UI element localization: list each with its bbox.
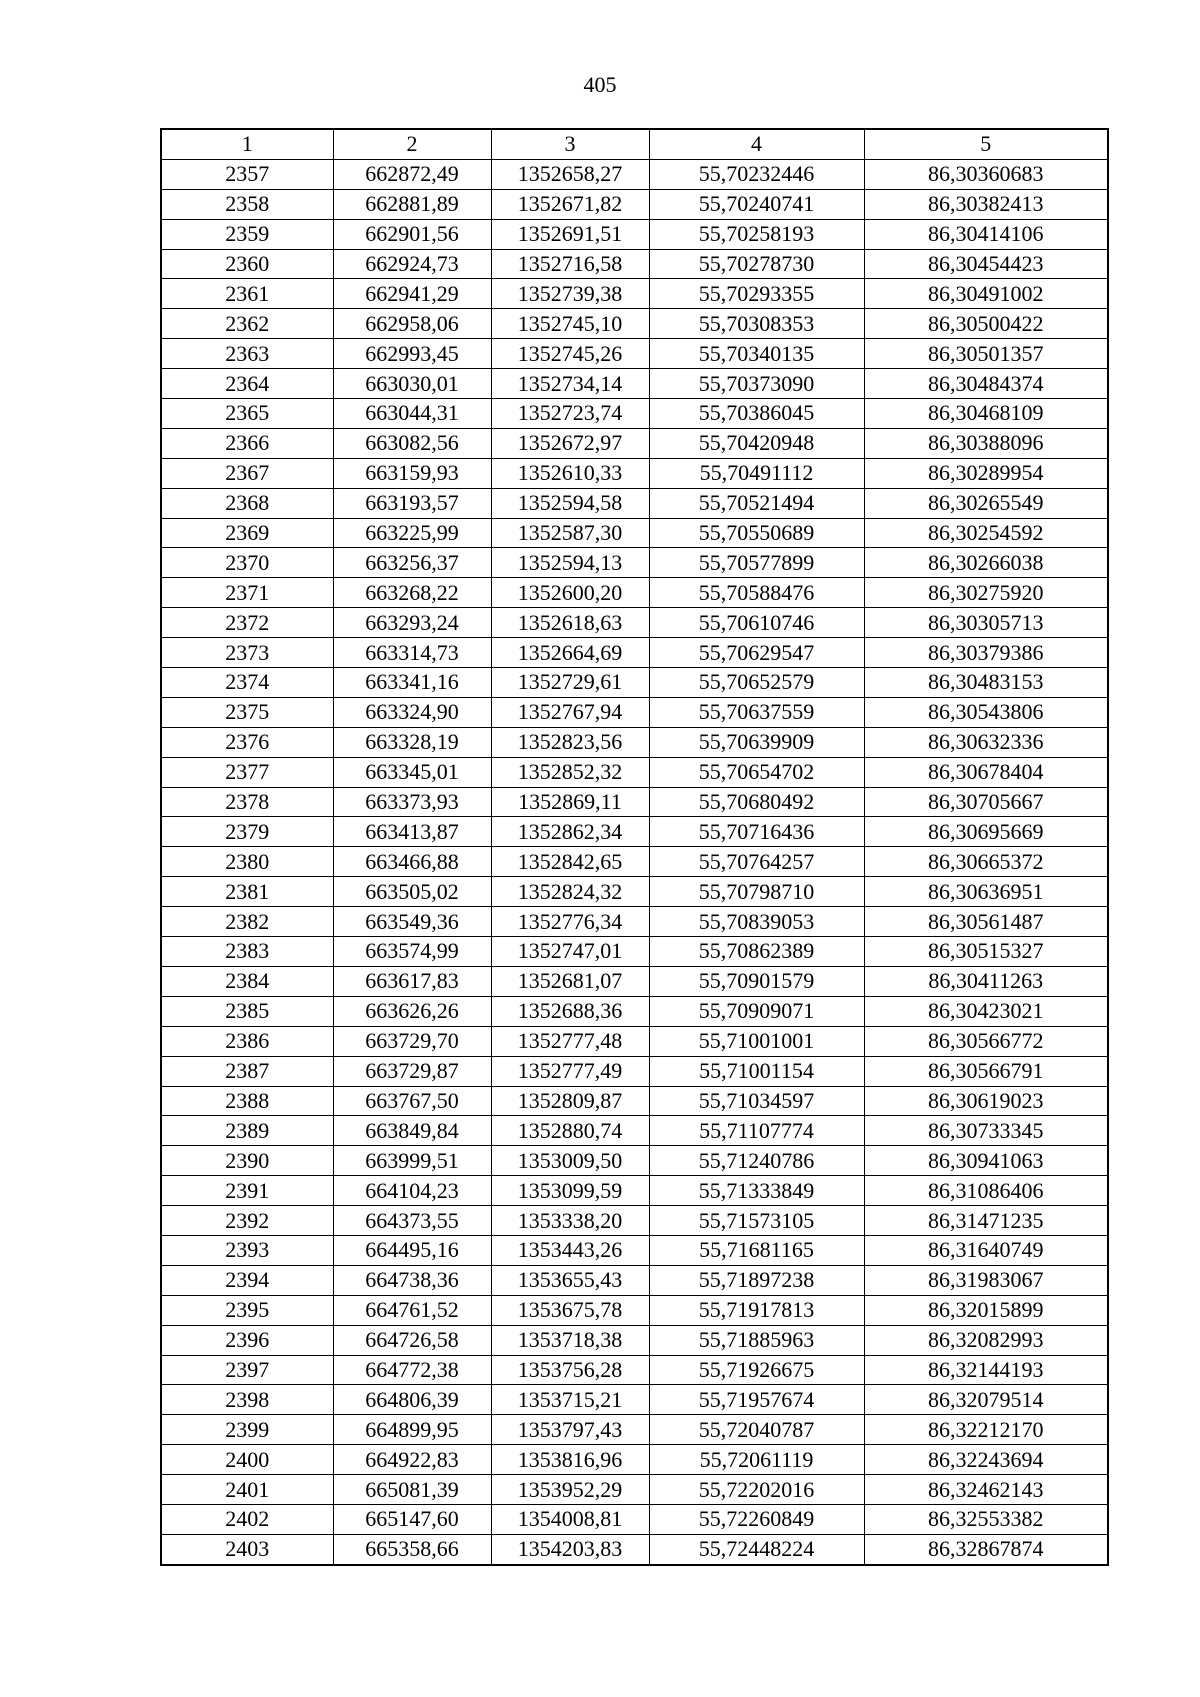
header-row	[161, 129, 1108, 159]
table-row	[161, 1385, 1108, 1415]
cell-coordinate-x: 662924,73	[333, 249, 491, 279]
cell-latitude: 55,72202016	[649, 1475, 864, 1505]
table-body	[161, 159, 1108, 1564]
cell-longitude: 86,31471235	[864, 1206, 1108, 1236]
table-row	[161, 937, 1108, 967]
table-row	[161, 518, 1108, 548]
cell-point-number: 2379	[161, 817, 333, 847]
cell-longitude: 86,30733345	[864, 1116, 1108, 1146]
cell-longitude: 86,30501357	[864, 339, 1108, 369]
cell-coordinate-x: 663413,87	[333, 817, 491, 847]
cell-coordinate-y: 1352777,49	[491, 1056, 649, 1086]
cell-latitude: 55,72260849	[649, 1504, 864, 1534]
cell-coordinate-y: 1352745,26	[491, 339, 649, 369]
table-row	[161, 279, 1108, 309]
cell-longitude: 86,30500422	[864, 309, 1108, 339]
cell-point-number: 2403	[161, 1534, 333, 1564]
table-row	[161, 668, 1108, 698]
cell-coordinate-x: 663324,90	[333, 697, 491, 727]
table-row	[161, 1116, 1108, 1146]
cell-point-number: 2372	[161, 608, 333, 638]
cell-coordinate-y: 1352823,56	[491, 727, 649, 757]
cell-coordinate-y: 1352716,58	[491, 249, 649, 279]
table-row	[161, 369, 1108, 399]
cell-coordinate-y: 1354008,81	[491, 1504, 649, 1534]
table-row	[161, 1325, 1108, 1355]
cell-longitude: 86,30275920	[864, 578, 1108, 608]
cell-point-number: 2376	[161, 727, 333, 757]
coordinates-table	[160, 128, 1109, 1566]
cell-latitude: 55,70373090	[649, 369, 864, 399]
cell-point-number: 2383	[161, 937, 333, 967]
cell-point-number: 2375	[161, 697, 333, 727]
cell-latitude: 55,70909071	[649, 996, 864, 1026]
table-row	[161, 1176, 1108, 1206]
cell-point-number: 2399	[161, 1415, 333, 1445]
cell-coordinate-x: 663729,87	[333, 1056, 491, 1086]
cell-point-number: 2395	[161, 1295, 333, 1325]
cell-point-number: 2393	[161, 1235, 333, 1265]
cell-longitude: 86,30388096	[864, 428, 1108, 458]
table-row	[161, 817, 1108, 847]
cell-coordinate-x: 662872,49	[333, 159, 491, 189]
cell-coordinate-x: 662941,29	[333, 279, 491, 309]
cell-latitude: 55,70637559	[649, 697, 864, 727]
cell-coordinate-x: 662993,45	[333, 339, 491, 369]
cell-point-number: 2359	[161, 219, 333, 249]
cell-point-number: 2380	[161, 847, 333, 877]
cell-latitude: 55,72040787	[649, 1415, 864, 1445]
cell-latitude: 55,70420948	[649, 428, 864, 458]
cell-coordinate-y: 1352587,30	[491, 518, 649, 548]
cell-longitude: 86,32243694	[864, 1445, 1108, 1475]
cell-latitude: 55,70716436	[649, 817, 864, 847]
cell-coordinate-x: 664806,39	[333, 1385, 491, 1415]
cell-latitude: 55,71001154	[649, 1056, 864, 1086]
cell-longitude: 86,31086406	[864, 1176, 1108, 1206]
cell-coordinate-y: 1352618,63	[491, 608, 649, 638]
table-row	[161, 1534, 1108, 1564]
cell-latitude: 55,70798710	[649, 877, 864, 907]
cell-latitude: 55,71240786	[649, 1146, 864, 1176]
cell-point-number: 2370	[161, 548, 333, 578]
cell-coordinate-x: 663082,56	[333, 428, 491, 458]
cell-latitude: 55,72061119	[649, 1445, 864, 1475]
cell-longitude: 86,30561487	[864, 907, 1108, 937]
cell-longitude: 86,30379386	[864, 638, 1108, 668]
cell-coordinate-y: 1353715,21	[491, 1385, 649, 1415]
cell-longitude: 86,32144193	[864, 1355, 1108, 1385]
cell-latitude: 55,70639909	[649, 727, 864, 757]
cell-latitude: 55,70308353	[649, 309, 864, 339]
cell-coordinate-x: 663341,16	[333, 668, 491, 698]
cell-latitude: 55,70901579	[649, 966, 864, 996]
cell-coordinate-x: 662958,06	[333, 309, 491, 339]
table-row	[161, 638, 1108, 668]
table-row	[161, 1504, 1108, 1534]
cell-latitude: 55,70764257	[649, 847, 864, 877]
cell-coordinate-y: 1352824,32	[491, 877, 649, 907]
table-row	[161, 428, 1108, 458]
cell-latitude: 55,70293355	[649, 279, 864, 309]
cell-coordinate-y: 1353338,20	[491, 1206, 649, 1236]
cell-point-number: 2368	[161, 488, 333, 518]
cell-coordinate-x: 664761,52	[333, 1295, 491, 1325]
cell-latitude: 55,71034597	[649, 1086, 864, 1116]
cell-coordinate-y: 1352767,94	[491, 697, 649, 727]
cell-point-number: 2392	[161, 1206, 333, 1236]
cell-latitude: 55,70258193	[649, 219, 864, 249]
table-row	[161, 1146, 1108, 1176]
cell-coordinate-y: 1353655,43	[491, 1265, 649, 1295]
cell-coordinate-y: 1352739,38	[491, 279, 649, 309]
cell-longitude: 86,30515327	[864, 937, 1108, 967]
cell-coordinate-x: 665358,66	[333, 1534, 491, 1564]
cell-longitude: 86,31640749	[864, 1235, 1108, 1265]
header-cell-5: 5	[864, 129, 1108, 159]
table-row	[161, 488, 1108, 518]
cell-point-number: 2387	[161, 1056, 333, 1086]
cell-point-number: 2385	[161, 996, 333, 1026]
cell-coordinate-x: 663505,02	[333, 877, 491, 907]
cell-latitude: 55,70340135	[649, 339, 864, 369]
cell-latitude: 55,71897238	[649, 1265, 864, 1295]
table-row	[161, 309, 1108, 339]
table-row	[161, 1056, 1108, 1086]
cell-coordinate-y: 1352681,07	[491, 966, 649, 996]
cell-coordinate-y: 1352729,61	[491, 668, 649, 698]
cell-longitude: 86,30414106	[864, 219, 1108, 249]
cell-latitude: 55,70610746	[649, 608, 864, 638]
table-row	[161, 548, 1108, 578]
cell-point-number: 2382	[161, 907, 333, 937]
cell-coordinate-y: 1352842,65	[491, 847, 649, 877]
cell-longitude: 86,32082993	[864, 1325, 1108, 1355]
table-row	[161, 189, 1108, 219]
table-row	[161, 339, 1108, 369]
cell-coordinate-x: 664104,23	[333, 1176, 491, 1206]
cell-point-number: 2364	[161, 369, 333, 399]
cell-longitude: 86,30705667	[864, 787, 1108, 817]
cell-coordinate-x: 663574,99	[333, 937, 491, 967]
cell-point-number: 2390	[161, 1146, 333, 1176]
cell-point-number: 2365	[161, 399, 333, 429]
table-row	[161, 608, 1108, 638]
cell-coordinate-y: 1352672,97	[491, 428, 649, 458]
table-row	[161, 727, 1108, 757]
cell-point-number: 2400	[161, 1445, 333, 1475]
cell-longitude: 86,30566772	[864, 1026, 1108, 1056]
cell-point-number: 2361	[161, 279, 333, 309]
cell-longitude: 86,30305713	[864, 608, 1108, 638]
cell-latitude: 55,71573105	[649, 1206, 864, 1236]
header-cell-1: 1	[161, 129, 333, 159]
cell-latitude: 55,70680492	[649, 787, 864, 817]
cell-latitude: 55,70491112	[649, 458, 864, 488]
cell-coordinate-y: 1353816,96	[491, 1445, 649, 1475]
cell-coordinate-x: 663626,26	[333, 996, 491, 1026]
table-row	[161, 1265, 1108, 1295]
cell-latitude: 55,71001001	[649, 1026, 864, 1056]
cell-coordinate-x: 664922,83	[333, 1445, 491, 1475]
cell-point-number: 2396	[161, 1325, 333, 1355]
cell-longitude: 86,30382413	[864, 189, 1108, 219]
cell-latitude: 55,71333849	[649, 1176, 864, 1206]
cell-coordinate-x: 663268,22	[333, 578, 491, 608]
cell-coordinate-y: 1352600,20	[491, 578, 649, 608]
cell-coordinate-x: 663293,24	[333, 608, 491, 638]
cell-longitude: 86,30665372	[864, 847, 1108, 877]
cell-point-number: 2357	[161, 159, 333, 189]
cell-coordinate-y: 1352734,14	[491, 369, 649, 399]
cell-coordinate-y: 1353009,50	[491, 1146, 649, 1176]
cell-longitude: 86,30454423	[864, 249, 1108, 279]
cell-latitude: 55,70629547	[649, 638, 864, 668]
cell-latitude: 55,71107774	[649, 1116, 864, 1146]
cell-longitude: 86,30266038	[864, 548, 1108, 578]
cell-point-number: 2360	[161, 249, 333, 279]
table-row	[161, 877, 1108, 907]
cell-longitude: 86,32462143	[864, 1475, 1108, 1505]
cell-point-number: 2398	[161, 1385, 333, 1415]
cell-longitude: 86,32079514	[864, 1385, 1108, 1415]
cell-coordinate-y: 1353797,43	[491, 1415, 649, 1445]
cell-latitude: 55,72448224	[649, 1534, 864, 1564]
cell-latitude: 55,70240741	[649, 189, 864, 219]
cell-point-number: 2384	[161, 966, 333, 996]
cell-coordinate-x: 665147,60	[333, 1504, 491, 1534]
cell-point-number: 2386	[161, 1026, 333, 1056]
cell-coordinate-x: 663159,93	[333, 458, 491, 488]
header-cell-4: 4	[649, 129, 864, 159]
cell-coordinate-x: 663030,01	[333, 369, 491, 399]
table-row	[161, 1475, 1108, 1505]
cell-longitude: 86,32867874	[864, 1534, 1108, 1564]
cell-coordinate-y: 1352610,33	[491, 458, 649, 488]
cell-longitude: 86,30941063	[864, 1146, 1108, 1176]
header-cell-3: 3	[491, 129, 649, 159]
cell-longitude: 86,32553382	[864, 1504, 1108, 1534]
table-row	[161, 966, 1108, 996]
table-row	[161, 1295, 1108, 1325]
cell-point-number: 2378	[161, 787, 333, 817]
cell-coordinate-y: 1352594,58	[491, 488, 649, 518]
cell-point-number: 2388	[161, 1086, 333, 1116]
table-header	[161, 129, 1108, 159]
cell-coordinate-x: 663549,36	[333, 907, 491, 937]
table-row	[161, 757, 1108, 787]
table-row	[161, 996, 1108, 1026]
cell-latitude: 55,70386045	[649, 399, 864, 429]
page-number: 405	[583, 72, 617, 97]
cell-point-number: 2369	[161, 518, 333, 548]
cell-latitude: 55,70588476	[649, 578, 864, 608]
cell-point-number: 2363	[161, 339, 333, 369]
cell-coordinate-y: 1352691,51	[491, 219, 649, 249]
table-row	[161, 1235, 1108, 1265]
cell-coordinate-y: 1354203,83	[491, 1534, 649, 1564]
cell-coordinate-y: 1353718,38	[491, 1325, 649, 1355]
cell-longitude: 86,30483153	[864, 668, 1108, 698]
cell-point-number: 2371	[161, 578, 333, 608]
cell-coordinate-y: 1352869,11	[491, 787, 649, 817]
cell-coordinate-x: 663256,37	[333, 548, 491, 578]
table-row	[161, 458, 1108, 488]
cell-coordinate-y: 1353952,29	[491, 1475, 649, 1505]
table-row	[161, 697, 1108, 727]
cell-longitude: 86,30636951	[864, 877, 1108, 907]
cell-coordinate-x: 663466,88	[333, 847, 491, 877]
cell-coordinate-y: 1352880,74	[491, 1116, 649, 1146]
table-row	[161, 399, 1108, 429]
table-row	[161, 1355, 1108, 1385]
cell-coordinate-x: 662881,89	[333, 189, 491, 219]
cell-point-number: 2394	[161, 1265, 333, 1295]
cell-coordinate-x: 663373,93	[333, 787, 491, 817]
cell-latitude: 55,70862389	[649, 937, 864, 967]
cell-point-number: 2366	[161, 428, 333, 458]
cell-point-number: 2362	[161, 309, 333, 339]
table-row	[161, 1415, 1108, 1445]
cell-longitude: 86,30678404	[864, 757, 1108, 787]
cell-point-number: 2373	[161, 638, 333, 668]
cell-point-number: 2391	[161, 1176, 333, 1206]
cell-coordinate-x: 664899,95	[333, 1415, 491, 1445]
cell-coordinate-y: 1352777,48	[491, 1026, 649, 1056]
table-row	[161, 847, 1108, 877]
cell-coordinate-x: 664495,16	[333, 1235, 491, 1265]
cell-coordinate-y: 1352862,34	[491, 817, 649, 847]
cell-longitude: 86,30265549	[864, 488, 1108, 518]
cell-coordinate-x: 663999,51	[333, 1146, 491, 1176]
cell-coordinate-y: 1352809,87	[491, 1086, 649, 1116]
cell-point-number: 2377	[161, 757, 333, 787]
cell-coordinate-y: 1352852,32	[491, 757, 649, 787]
cell-latitude: 55,71926675	[649, 1355, 864, 1385]
cell-coordinate-x: 664373,55	[333, 1206, 491, 1236]
cell-coordinate-y: 1352776,34	[491, 907, 649, 937]
cell-latitude: 55,70654702	[649, 757, 864, 787]
cell-point-number: 2389	[161, 1116, 333, 1146]
cell-latitude: 55,70577899	[649, 548, 864, 578]
cell-coordinate-y: 1353443,26	[491, 1235, 649, 1265]
cell-point-number: 2374	[161, 668, 333, 698]
cell-coordinate-y: 1352747,01	[491, 937, 649, 967]
cell-coordinate-x: 662901,56	[333, 219, 491, 249]
cell-longitude: 86,30360683	[864, 159, 1108, 189]
cell-longitude: 86,30566791	[864, 1056, 1108, 1086]
cell-latitude: 55,70839053	[649, 907, 864, 937]
cell-coordinate-y: 1352688,36	[491, 996, 649, 1026]
table-row	[161, 1026, 1108, 1056]
cell-latitude: 55,71917813	[649, 1295, 864, 1325]
cell-coordinate-y: 1352664,69	[491, 638, 649, 668]
cell-latitude: 55,70550689	[649, 518, 864, 548]
cell-coordinate-x: 663193,57	[333, 488, 491, 518]
cell-coordinate-y: 1352671,82	[491, 189, 649, 219]
cell-coordinate-x: 663314,73	[333, 638, 491, 668]
cell-coordinate-y: 1352723,74	[491, 399, 649, 429]
cell-longitude: 86,30411263	[864, 966, 1108, 996]
cell-latitude: 55,70232446	[649, 159, 864, 189]
table-row	[161, 249, 1108, 279]
cell-coordinate-x: 663617,83	[333, 966, 491, 996]
cell-coordinate-x: 664738,36	[333, 1265, 491, 1295]
table-row	[161, 1086, 1108, 1116]
cell-coordinate-x: 663849,84	[333, 1116, 491, 1146]
cell-latitude: 55,70652579	[649, 668, 864, 698]
table-row	[161, 219, 1108, 249]
cell-latitude: 55,71957674	[649, 1385, 864, 1415]
cell-longitude: 86,30619023	[864, 1086, 1108, 1116]
cell-coordinate-y: 1352594,13	[491, 548, 649, 578]
table-row	[161, 787, 1108, 817]
cell-longitude: 86,31983067	[864, 1265, 1108, 1295]
cell-coordinate-x: 663345,01	[333, 757, 491, 787]
cell-point-number: 2397	[161, 1355, 333, 1385]
cell-longitude: 86,30543806	[864, 697, 1108, 727]
cell-longitude: 86,30695669	[864, 817, 1108, 847]
cell-longitude: 86,32212170	[864, 1415, 1108, 1445]
cell-latitude: 55,70278730	[649, 249, 864, 279]
cell-coordinate-x: 663767,50	[333, 1086, 491, 1116]
cell-coordinate-y: 1353675,78	[491, 1295, 649, 1325]
cell-coordinate-x: 663225,99	[333, 518, 491, 548]
cell-point-number: 2367	[161, 458, 333, 488]
cell-coordinate-x: 665081,39	[333, 1475, 491, 1505]
cell-coordinate-y: 1353756,28	[491, 1355, 649, 1385]
cell-longitude: 86,30289954	[864, 458, 1108, 488]
cell-longitude: 86,30468109	[864, 399, 1108, 429]
cell-longitude: 86,30423021	[864, 996, 1108, 1026]
table-row	[161, 1445, 1108, 1475]
cell-coordinate-x: 663044,31	[333, 399, 491, 429]
table-row	[161, 159, 1108, 189]
table-row	[161, 578, 1108, 608]
cell-coordinate-y: 1352658,27	[491, 159, 649, 189]
cell-longitude: 86,30491002	[864, 279, 1108, 309]
cell-longitude: 86,30632336	[864, 727, 1108, 757]
cell-point-number: 2381	[161, 877, 333, 907]
cell-coordinate-x: 664726,58	[333, 1325, 491, 1355]
cell-latitude: 55,71681165	[649, 1235, 864, 1265]
cell-latitude: 55,70521494	[649, 488, 864, 518]
cell-latitude: 55,71885963	[649, 1325, 864, 1355]
cell-point-number: 2358	[161, 189, 333, 219]
table-row	[161, 907, 1108, 937]
cell-point-number: 2401	[161, 1475, 333, 1505]
cell-longitude: 86,30484374	[864, 369, 1108, 399]
cell-point-number: 2402	[161, 1504, 333, 1534]
cell-coordinate-y: 1352745,10	[491, 309, 649, 339]
table-row	[161, 1206, 1108, 1236]
header-cell-2: 2	[333, 129, 491, 159]
cell-coordinate-x: 663729,70	[333, 1026, 491, 1056]
cell-coordinate-x: 664772,38	[333, 1355, 491, 1385]
cell-longitude: 86,32015899	[864, 1295, 1108, 1325]
cell-longitude: 86,30254592	[864, 518, 1108, 548]
cell-coordinate-y: 1353099,59	[491, 1176, 649, 1206]
cell-coordinate-x: 663328,19	[333, 727, 491, 757]
